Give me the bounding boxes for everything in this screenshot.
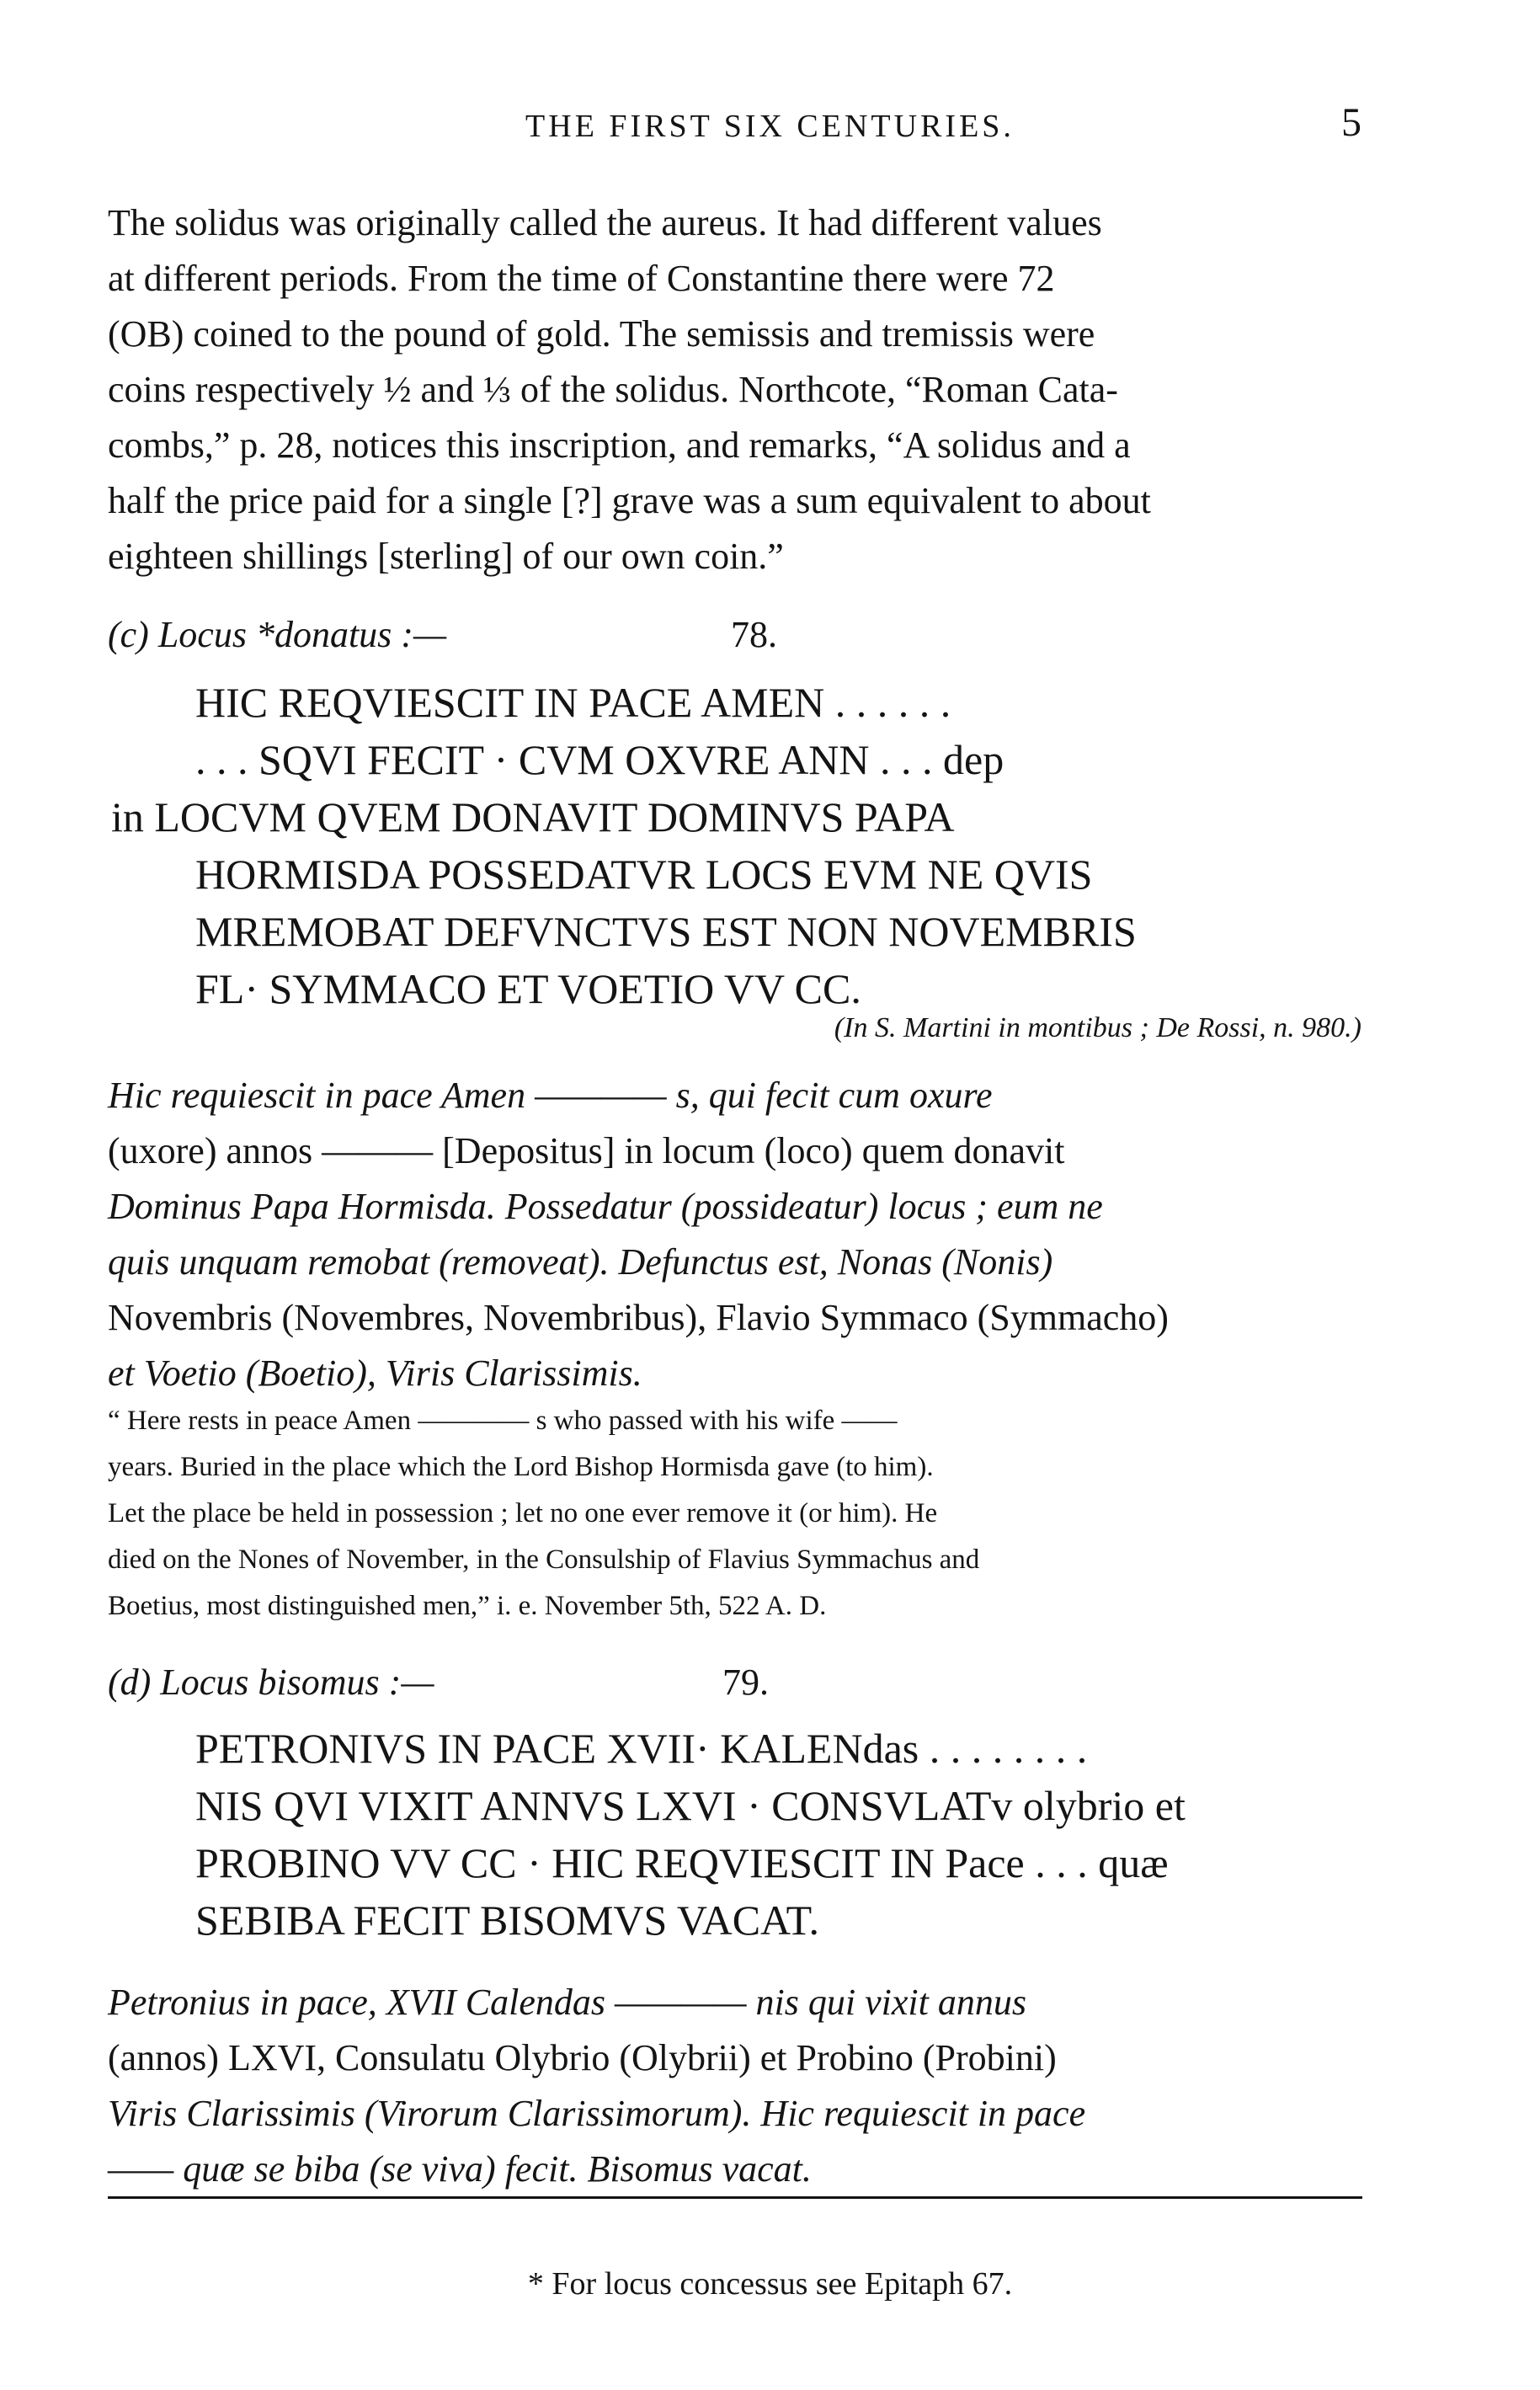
transcription-line: —— quæ se biba (se viva) fecit. Bisomus vacat. [108, 2148, 812, 2190]
translation-line: years. Buried in the place which the Lord Bishop Hormisda gave (to him). [108, 1452, 934, 1482]
inscription-line: SEBIBA FECIT BISOMVS VACAT. [195, 1897, 819, 1944]
page-number: 5 [1341, 100, 1361, 145]
translation-line: Let the place be held in possession ; let no one ever remove it (or him). He [108, 1498, 938, 1528]
source-citation: (In S. Martini in montibus ; De Rossi, n. 980.) [834, 1012, 1361, 1043]
inscription-line: MREMOBAT DEFVNCTVS EST NON NOVEMBRIS [195, 908, 1137, 955]
inscription-line: HIC REQVIESCIT IN PACE AMEN . . . . . . [195, 679, 951, 726]
epitaph-78-transcription [108, 1068, 1362, 1401]
epitaph-label: (d) Locus bisomus :— [108, 1662, 434, 1703]
epitaph-79-inscription [195, 1720, 1186, 1949]
transcription-line: et Voetio (Boetio), Viris Clarissimis. [108, 1352, 642, 1394]
inscription-line: PETRONIVS IN PACE XVII· KALENdas . . . . . . . . [195, 1725, 1088, 1772]
inscription-line: in LOCVM QVEM DONAVIT DOMINVS PAPA [111, 793, 955, 840]
epitaph-78-heading [108, 613, 866, 656]
transcription-line: Hic requiescit in pace Amen ———— s, qui fecit cum oxure [108, 1075, 993, 1116]
epitaph-78-inscription [111, 674, 1137, 1017]
transcription-line: Viris Clarissimis (Virorum Clarissimorum). Hic requiescit in pace [108, 2093, 1086, 2134]
paragraph-line: half the price paid for a single [?] grave was a sum equivalent to about [108, 480, 1151, 521]
epitaph-label: (c) Locus *donatus :— [108, 614, 447, 655]
intro-paragraph [108, 195, 1362, 584]
transcription-line: quis unquam remobat (removeat). Defunctus est, Nonas (Nonis) [108, 1241, 1053, 1283]
paragraph-line: eighteen shillings [sterling] of our own coin.” [108, 536, 784, 577]
translation-line: died on the Nones of November, in the Consulship of Flavius Symmachus and [108, 1544, 980, 1575]
paragraph-line: combs,” p. 28, notices this inscription, and remarks, “A solidus and a [108, 424, 1131, 466]
epitaph-number: 78. [731, 614, 777, 655]
running-title: THE FIRST SIX CENTURIES. [525, 109, 1015, 144]
transcription-line: Dominus Papa Hormisda. Possedatur (possideatur) locus ; eum ne [108, 1186, 1103, 1227]
epitaph-79-heading [108, 1661, 866, 1704]
transcription-line: (uxore) annos ——— [Depositus] in locum (loco) quem donavit [108, 1130, 1065, 1171]
paragraph-line: at different periods. From the time of Constantine there were 72 [108, 258, 1055, 299]
epitaph-79-transcription [108, 1975, 1362, 2197]
paragraph-line: (OB) coined to the pound of gold. The semissis and tremissis were [108, 313, 1095, 355]
paragraph-line: coins respectively ½ and ⅓ of the solidus. Northcote, “Roman Cata- [108, 369, 1118, 410]
paragraph-line: The solidus was originally called the aureus. It had different values [108, 202, 1102, 243]
transcription-line: Novembris (Novembres, Novembribus), Flavio Symmaco (Symmacho) [108, 1297, 1169, 1338]
inscription-line: HORMISDA POSSEDATVR LOCS EVM NE QVIS [195, 851, 1093, 898]
transcription-line: Petronius in pace, XVII Calendas ———— nis qui vixit annus [108, 1982, 1026, 2023]
translation-line: “ Here rests in peace Amen ———— s who passed with his wife —— [108, 1406, 898, 1436]
footnote-rule [108, 2196, 1362, 2199]
translation-line: Boetius, most distinguished men,” i. e. November 5th, 522 A. D. [108, 1591, 827, 1621]
inscription-line: PROBINO VV CC · HIC REQVIESCIT IN Pace . . . quæ [195, 1839, 1169, 1886]
epitaph-78-translation [108, 1398, 1362, 1630]
inscription-line: . . . SQVI FECIT · CVM OXVRE ANN . . . dep [195, 736, 1004, 783]
transcription-line: (annos) LXVI, Consulatu Olybrio (Olybrii) et Probino (Probini) [108, 2037, 1057, 2078]
epitaph-number: 79. [722, 1662, 769, 1703]
footnote: * For locus concessus see Epitaph 67. [527, 2266, 1013, 2302]
inscription-line: NIS QVI VIXIT ANNVS LXVI · CONSVLATv olybrio et [195, 1782, 1186, 1829]
inscription-line: FL· SYMMACO ET VOETIO VV CC. [195, 965, 861, 1012]
